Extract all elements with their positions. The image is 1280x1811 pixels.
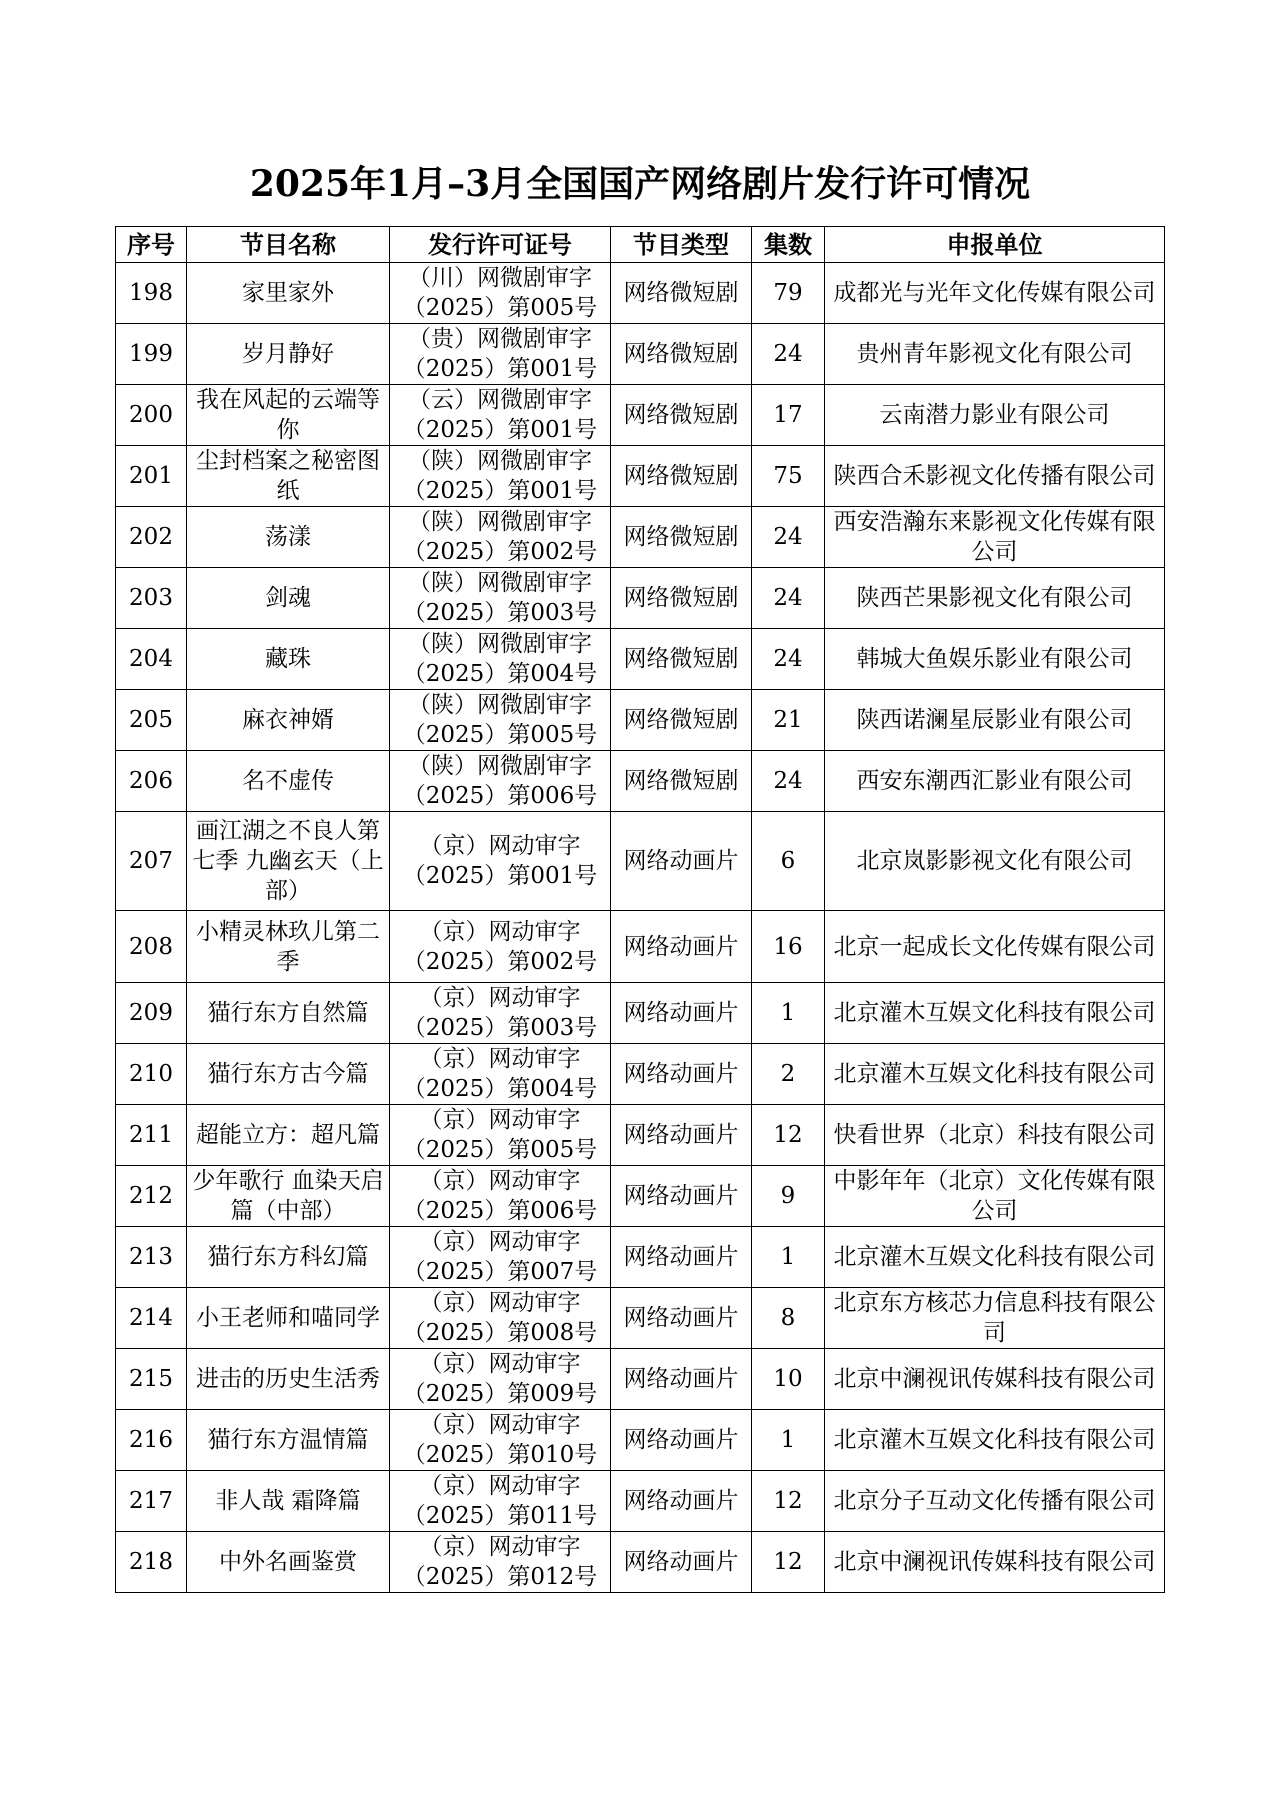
cell-no <box>116 1532 187 1593</box>
cell-no <box>116 507 187 568</box>
cell-episodes-text: 12 <box>773 1122 803 1148</box>
cell-name <box>187 629 390 690</box>
cell-name-text: 猫行东方自然篇 <box>207 1000 369 1026</box>
cell-no <box>116 1044 187 1105</box>
cell-type-text: 网络微短剧 <box>623 707 739 733</box>
cell-unit-text: 北京灌木互娱文化科技有限公司 <box>833 1244 1156 1270</box>
cell-no-text: 202 <box>129 524 173 550</box>
cell-name-text: 我在风起的云端等你 <box>196 387 380 443</box>
cell-type-text: 网络动画片 <box>623 1061 739 1087</box>
cell-unit <box>825 324 1165 385</box>
cell-no <box>116 629 187 690</box>
cell-license <box>390 446 611 507</box>
cell-episodes-text: 24 <box>773 585 803 611</box>
cell-no-text: 210 <box>129 1061 173 1087</box>
cell-license <box>390 263 611 324</box>
cell-license <box>390 324 611 385</box>
cell-name-text: 藏珠 <box>265 646 311 672</box>
table-row <box>116 1532 1165 1593</box>
cell-name-text: 家里家外 <box>242 280 334 306</box>
cell-unit-text: 西安东潮西汇影业有限公司 <box>856 768 1133 794</box>
cell-unit-text: 北京岚影影视文化有限公司 <box>856 848 1133 874</box>
cell-no <box>116 911 187 983</box>
cell-unit-text: 陕西芒果影视文化有限公司 <box>856 585 1133 611</box>
cell-no-text: 200 <box>129 402 173 428</box>
cell-type <box>611 1532 752 1593</box>
cell-type-text: 网络微短剧 <box>623 402 739 428</box>
cell-unit <box>825 1410 1165 1471</box>
cell-name <box>187 1044 390 1105</box>
cell-type <box>611 446 752 507</box>
header-no: 序号 <box>116 227 187 263</box>
cell-license <box>390 1349 611 1410</box>
cell-license-text: （京）网动审字（2025）第008号 <box>402 1290 598 1346</box>
cell-type-text: 网络动画片 <box>623 1366 739 1392</box>
cell-type <box>611 568 752 629</box>
header-name: 节目名称 <box>187 227 390 263</box>
cell-unit-text: 陕西诺澜星辰影业有限公司 <box>856 707 1133 733</box>
cell-name-text: 少年歌行 血染天启篇（中部） <box>192 1168 384 1224</box>
license-table <box>115 226 1165 1593</box>
cell-no-text: 212 <box>129 1183 173 1209</box>
header-episodes: 集数 <box>752 227 825 263</box>
cell-license <box>390 385 611 446</box>
cell-license <box>390 1044 611 1105</box>
cell-episodes-text: 24 <box>773 524 803 550</box>
cell-episodes-text: 1 <box>780 1000 796 1026</box>
cell-type-text: 网络微短剧 <box>623 280 739 306</box>
cell-unit <box>825 507 1165 568</box>
table-row <box>116 1105 1165 1166</box>
cell-name <box>187 446 390 507</box>
cell-episodes-text: 24 <box>773 768 803 794</box>
cell-episodes <box>752 1227 825 1288</box>
cell-type <box>611 263 752 324</box>
cell-name-text: 猫行东方科幻篇 <box>207 1244 369 1270</box>
cell-episodes-text: 21 <box>773 707 803 733</box>
cell-license-text: （陕）网微剧审字（2025）第002号 <box>402 509 598 565</box>
cell-episodes-text: 8 <box>780 1305 796 1331</box>
cell-unit-text: 北京分子互动文化传播有限公司 <box>833 1488 1156 1514</box>
cell-type-text: 网络动画片 <box>623 1000 739 1026</box>
table-header-row <box>116 227 1165 263</box>
cell-name <box>187 983 390 1044</box>
cell-license-text: （京）网动审字（2025）第009号 <box>402 1351 598 1407</box>
cell-name-text: 尘封档案之秘密图纸 <box>196 448 380 504</box>
cell-no <box>116 1227 187 1288</box>
cell-name-text: 麻衣神婿 <box>242 707 334 733</box>
cell-name <box>187 507 390 568</box>
cell-no-text: 198 <box>129 280 173 306</box>
cell-episodes-text: 1 <box>780 1427 796 1453</box>
table-row <box>116 629 1165 690</box>
cell-name-text: 中外名画鉴赏 <box>219 1549 357 1575</box>
cell-no <box>116 1105 187 1166</box>
cell-license-text: （京）网动审字（2025）第011号 <box>402 1473 598 1529</box>
cell-name-text: 非人哉 霜降篇 <box>215 1488 361 1514</box>
table-row <box>116 1044 1165 1105</box>
cell-episodes <box>752 1410 825 1471</box>
cell-license-text: （京）网动审字（2025）第001号 <box>402 833 598 889</box>
cell-unit-text: 贵州青年影视文化有限公司 <box>856 341 1133 367</box>
cell-unit-text: 北京灌木互娱文化科技有限公司 <box>833 1061 1156 1087</box>
cell-name-text: 猫行东方温情篇 <box>207 1427 369 1453</box>
cell-type-text: 网络微短剧 <box>623 585 739 611</box>
cell-episodes-text: 16 <box>773 933 803 960</box>
cell-type <box>611 1105 752 1166</box>
cell-type <box>611 690 752 751</box>
cell-unit-text: 韩城大鱼娱乐影业有限公司 <box>856 646 1133 672</box>
cell-episodes <box>752 385 825 446</box>
cell-type-text: 网络微短剧 <box>623 768 739 794</box>
cell-unit <box>825 385 1165 446</box>
cell-episodes <box>752 751 825 812</box>
cell-type <box>611 1288 752 1349</box>
cell-no <box>116 1349 187 1410</box>
cell-name <box>187 1532 390 1593</box>
table-row <box>116 983 1165 1044</box>
cell-type <box>611 812 752 911</box>
cell-no <box>116 1410 187 1471</box>
header-unit: 申报单位 <box>825 227 1165 263</box>
cell-unit <box>825 1227 1165 1288</box>
cell-unit <box>825 629 1165 690</box>
cell-no-text: 218 <box>129 1549 173 1575</box>
cell-license-text: （京）网动审字（2025）第002号 <box>402 918 598 975</box>
cell-episodes <box>752 1288 825 1349</box>
cell-episodes-text: 24 <box>773 646 803 672</box>
cell-no <box>116 385 187 446</box>
cell-unit <box>825 751 1165 812</box>
table-row <box>116 751 1165 812</box>
cell-name <box>187 263 390 324</box>
cell-name-text: 名不虚传 <box>242 768 334 794</box>
cell-type-text: 网络动画片 <box>623 1305 739 1331</box>
cell-type <box>611 751 752 812</box>
cell-name <box>187 1105 390 1166</box>
cell-type-text: 网络动画片 <box>623 848 739 874</box>
cell-type-text: 网络微短剧 <box>623 524 739 550</box>
cell-unit-text: 北京东方核芯力信息科技有限公司 <box>833 1290 1156 1346</box>
cell-no-text: 216 <box>129 1427 173 1453</box>
cell-episodes-text: 1 <box>780 1244 796 1270</box>
table-row <box>116 1227 1165 1288</box>
cell-license <box>390 1227 611 1288</box>
cell-type-text: 网络微短剧 <box>623 646 739 672</box>
cell-unit-text: 陕西合禾影视文化传播有限公司 <box>833 463 1156 489</box>
cell-no-text: 208 <box>129 933 173 960</box>
cell-no-text: 209 <box>129 1000 173 1026</box>
cell-name <box>187 751 390 812</box>
cell-license <box>390 1410 611 1471</box>
cell-license <box>390 568 611 629</box>
table-row <box>116 1410 1165 1471</box>
cell-unit <box>825 568 1165 629</box>
cell-unit-text: 云南潜力影业有限公司 <box>879 402 1110 428</box>
table-row <box>116 911 1165 983</box>
cell-type-text: 网络动画片 <box>623 1183 739 1209</box>
cell-license <box>390 1532 611 1593</box>
cell-episodes <box>752 446 825 507</box>
cell-name-text: 剑魂 <box>265 585 311 611</box>
cell-no <box>116 1288 187 1349</box>
cell-no <box>116 1166 187 1227</box>
cell-no-text: 215 <box>129 1366 173 1392</box>
cell-name <box>187 690 390 751</box>
cell-name-text: 超能立方：超凡篇 <box>196 1122 380 1148</box>
cell-episodes-text: 17 <box>773 402 803 428</box>
cell-unit-text: 北京灌木互娱文化科技有限公司 <box>833 1427 1156 1453</box>
cell-episodes <box>752 1105 825 1166</box>
table-row <box>116 507 1165 568</box>
cell-name-text: 进击的历史生活秀 <box>196 1366 380 1392</box>
cell-license-text: （贵）网微剧审字（2025）第001号 <box>402 326 598 382</box>
cell-episodes-text: 10 <box>773 1366 803 1392</box>
cell-unit <box>825 446 1165 507</box>
cell-name <box>187 1166 390 1227</box>
cell-episodes-text: 75 <box>773 463 803 489</box>
cell-no-text: 201 <box>129 463 173 489</box>
cell-unit <box>825 1105 1165 1166</box>
cell-type-text: 网络微短剧 <box>623 341 739 367</box>
table-body <box>116 263 1165 1593</box>
cell-episodes <box>752 1532 825 1593</box>
cell-name <box>187 911 390 983</box>
cell-unit-text: 北京灌木互娱文化科技有限公司 <box>833 1000 1156 1026</box>
cell-name-text: 荡漾 <box>265 524 311 550</box>
cell-episodes <box>752 690 825 751</box>
cell-episodes <box>752 812 825 911</box>
cell-no <box>116 690 187 751</box>
cell-type-text: 网络动画片 <box>623 1427 739 1453</box>
cell-name <box>187 385 390 446</box>
cell-unit-text: 西安浩瀚东来影视文化传媒有限公司 <box>833 509 1156 565</box>
cell-episodes-text: 12 <box>773 1488 803 1514</box>
cell-name-text: 猫行东方古今篇 <box>207 1061 369 1087</box>
cell-unit-text: 北京一起成长文化传媒有限公司 <box>833 933 1156 960</box>
cell-unit-text: 中影年年（北京）文化传媒有限公司 <box>833 1168 1156 1224</box>
cell-name-text: 岁月静好 <box>242 341 334 367</box>
cell-license-text: （云）网微剧审字（2025）第001号 <box>402 387 598 443</box>
cell-episodes <box>752 263 825 324</box>
cell-no-text: 213 <box>129 1244 173 1270</box>
cell-episodes <box>752 568 825 629</box>
cell-no-text: 204 <box>129 646 173 672</box>
cell-no <box>116 1471 187 1532</box>
cell-no <box>116 812 187 911</box>
cell-type <box>611 1044 752 1105</box>
cell-name <box>187 1471 390 1532</box>
cell-no-text: 217 <box>129 1488 173 1514</box>
cell-name <box>187 1227 390 1288</box>
cell-license-text: （京）网动审字（2025）第004号 <box>402 1046 598 1102</box>
table-row <box>116 812 1165 911</box>
cell-episodes <box>752 1166 825 1227</box>
cell-name-text: 小王老师和喵同学 <box>196 1305 380 1331</box>
cell-unit <box>825 1349 1165 1410</box>
cell-name-text: 小精灵林玖儿第二季 <box>196 918 380 975</box>
cell-unit <box>825 1166 1165 1227</box>
cell-episodes <box>752 911 825 983</box>
cell-license-text: （京）网动审字（2025）第006号 <box>402 1168 598 1224</box>
cell-episodes <box>752 629 825 690</box>
cell-unit-text: 北京中澜视讯传媒科技有限公司 <box>833 1549 1156 1575</box>
cell-episodes <box>752 1471 825 1532</box>
cell-no-text: 199 <box>129 341 173 367</box>
cell-episodes-text: 79 <box>773 280 803 306</box>
cell-license-text: （陕）网微剧审字（2025）第003号 <box>402 570 598 626</box>
cell-license <box>390 1105 611 1166</box>
cell-type-text: 网络动画片 <box>623 1549 739 1575</box>
cell-name <box>187 324 390 385</box>
cell-type <box>611 1410 752 1471</box>
cell-no-text: 211 <box>129 1122 173 1148</box>
cell-license-text: （陕）网微剧审字（2025）第001号 <box>402 448 598 504</box>
cell-no-text: 206 <box>129 768 173 794</box>
cell-type <box>611 1471 752 1532</box>
cell-unit-text: 成都光与光年文化传媒有限公司 <box>833 280 1156 306</box>
cell-episodes-text: 24 <box>773 341 803 367</box>
cell-type <box>611 324 752 385</box>
table-row <box>116 263 1165 324</box>
cell-license-text: （京）网动审字（2025）第007号 <box>402 1229 598 1285</box>
cell-type-text: 网络微短剧 <box>623 463 739 489</box>
cell-license-text: （京）网动审字（2025）第005号 <box>402 1107 598 1163</box>
cell-unit <box>825 911 1165 983</box>
cell-license-text: （京）网动审字（2025）第003号 <box>402 985 598 1041</box>
cell-no-text: 207 <box>129 848 173 874</box>
cell-unit <box>825 263 1165 324</box>
cell-type-text: 网络动画片 <box>623 1488 739 1514</box>
cell-name <box>187 812 390 911</box>
cell-no <box>116 446 187 507</box>
cell-name <box>187 1410 390 1471</box>
cell-license <box>390 690 611 751</box>
cell-episodes <box>752 324 825 385</box>
cell-no <box>116 324 187 385</box>
cell-license <box>390 1288 611 1349</box>
cell-license <box>390 911 611 983</box>
cell-episodes <box>752 507 825 568</box>
cell-episodes <box>752 1349 825 1410</box>
cell-type <box>611 385 752 446</box>
cell-episodes-text: 9 <box>780 1183 796 1209</box>
cell-no-text: 214 <box>129 1305 173 1331</box>
table-row <box>116 690 1165 751</box>
table-row <box>116 385 1165 446</box>
cell-license <box>390 629 611 690</box>
cell-no-text: 205 <box>129 707 173 733</box>
cell-unit <box>825 1288 1165 1349</box>
cell-type <box>611 1227 752 1288</box>
cell-episodes <box>752 983 825 1044</box>
cell-type <box>611 1166 752 1227</box>
cell-type-text: 网络动画片 <box>623 1122 739 1148</box>
cell-unit-text: 快看世界（北京）科技有限公司 <box>833 1122 1156 1148</box>
cell-unit <box>825 1044 1165 1105</box>
cell-episodes-text: 12 <box>773 1549 803 1575</box>
cell-name <box>187 1288 390 1349</box>
table-row <box>116 1349 1165 1410</box>
cell-license-text: （陕）网微剧审字（2025）第006号 <box>402 753 598 809</box>
cell-unit <box>825 690 1165 751</box>
cell-name <box>187 568 390 629</box>
cell-license-text: （京）网动审字（2025）第012号 <box>402 1534 598 1590</box>
cell-license <box>390 983 611 1044</box>
cell-name <box>187 1349 390 1410</box>
cell-license <box>390 751 611 812</box>
cell-type <box>611 1349 752 1410</box>
cell-type <box>611 983 752 1044</box>
table-row <box>116 1471 1165 1532</box>
cell-unit-text: 北京中澜视讯传媒科技有限公司 <box>833 1366 1156 1392</box>
cell-license-text: （陕）网微剧审字（2025）第004号 <box>402 631 598 687</box>
cell-unit <box>825 812 1165 911</box>
cell-type <box>611 629 752 690</box>
cell-license <box>390 812 611 911</box>
cell-type <box>611 911 752 983</box>
cell-unit <box>825 1471 1165 1532</box>
cell-episodes-text: 6 <box>780 848 796 874</box>
cell-type <box>611 507 752 568</box>
cell-unit <box>825 1532 1165 1593</box>
cell-unit <box>825 983 1165 1044</box>
cell-type-text: 网络动画片 <box>623 1244 739 1270</box>
header-type: 节目类型 <box>611 227 752 263</box>
cell-license-text: （陕）网微剧审字（2025）第005号 <box>402 692 598 748</box>
header-license: 发行许可证号 <box>390 227 611 263</box>
table-row <box>116 1288 1165 1349</box>
page-title: 2025年1月–3月全国国产网络剧片发行许可情况 <box>249 163 1031 205</box>
cell-no <box>116 751 187 812</box>
cell-no <box>116 263 187 324</box>
cell-name-text: 画江湖之不良人第七季 九幽玄天（上部） <box>192 818 384 904</box>
cell-episodes-text: 2 <box>780 1061 796 1087</box>
cell-no <box>116 568 187 629</box>
table-row <box>116 1166 1165 1227</box>
cell-license-text: （京）网动审字（2025）第010号 <box>402 1412 598 1468</box>
table-row <box>116 324 1165 385</box>
cell-no-text: 203 <box>129 585 173 611</box>
table-row <box>116 568 1165 629</box>
table-row <box>116 446 1165 507</box>
cell-no <box>116 983 187 1044</box>
cell-type-text: 网络动画片 <box>623 933 739 960</box>
cell-license-text: （川）网微剧审字（2025）第005号 <box>402 265 598 321</box>
cell-license <box>390 1166 611 1227</box>
cell-license <box>390 507 611 568</box>
cell-episodes <box>752 1044 825 1105</box>
cell-license <box>390 1471 611 1532</box>
